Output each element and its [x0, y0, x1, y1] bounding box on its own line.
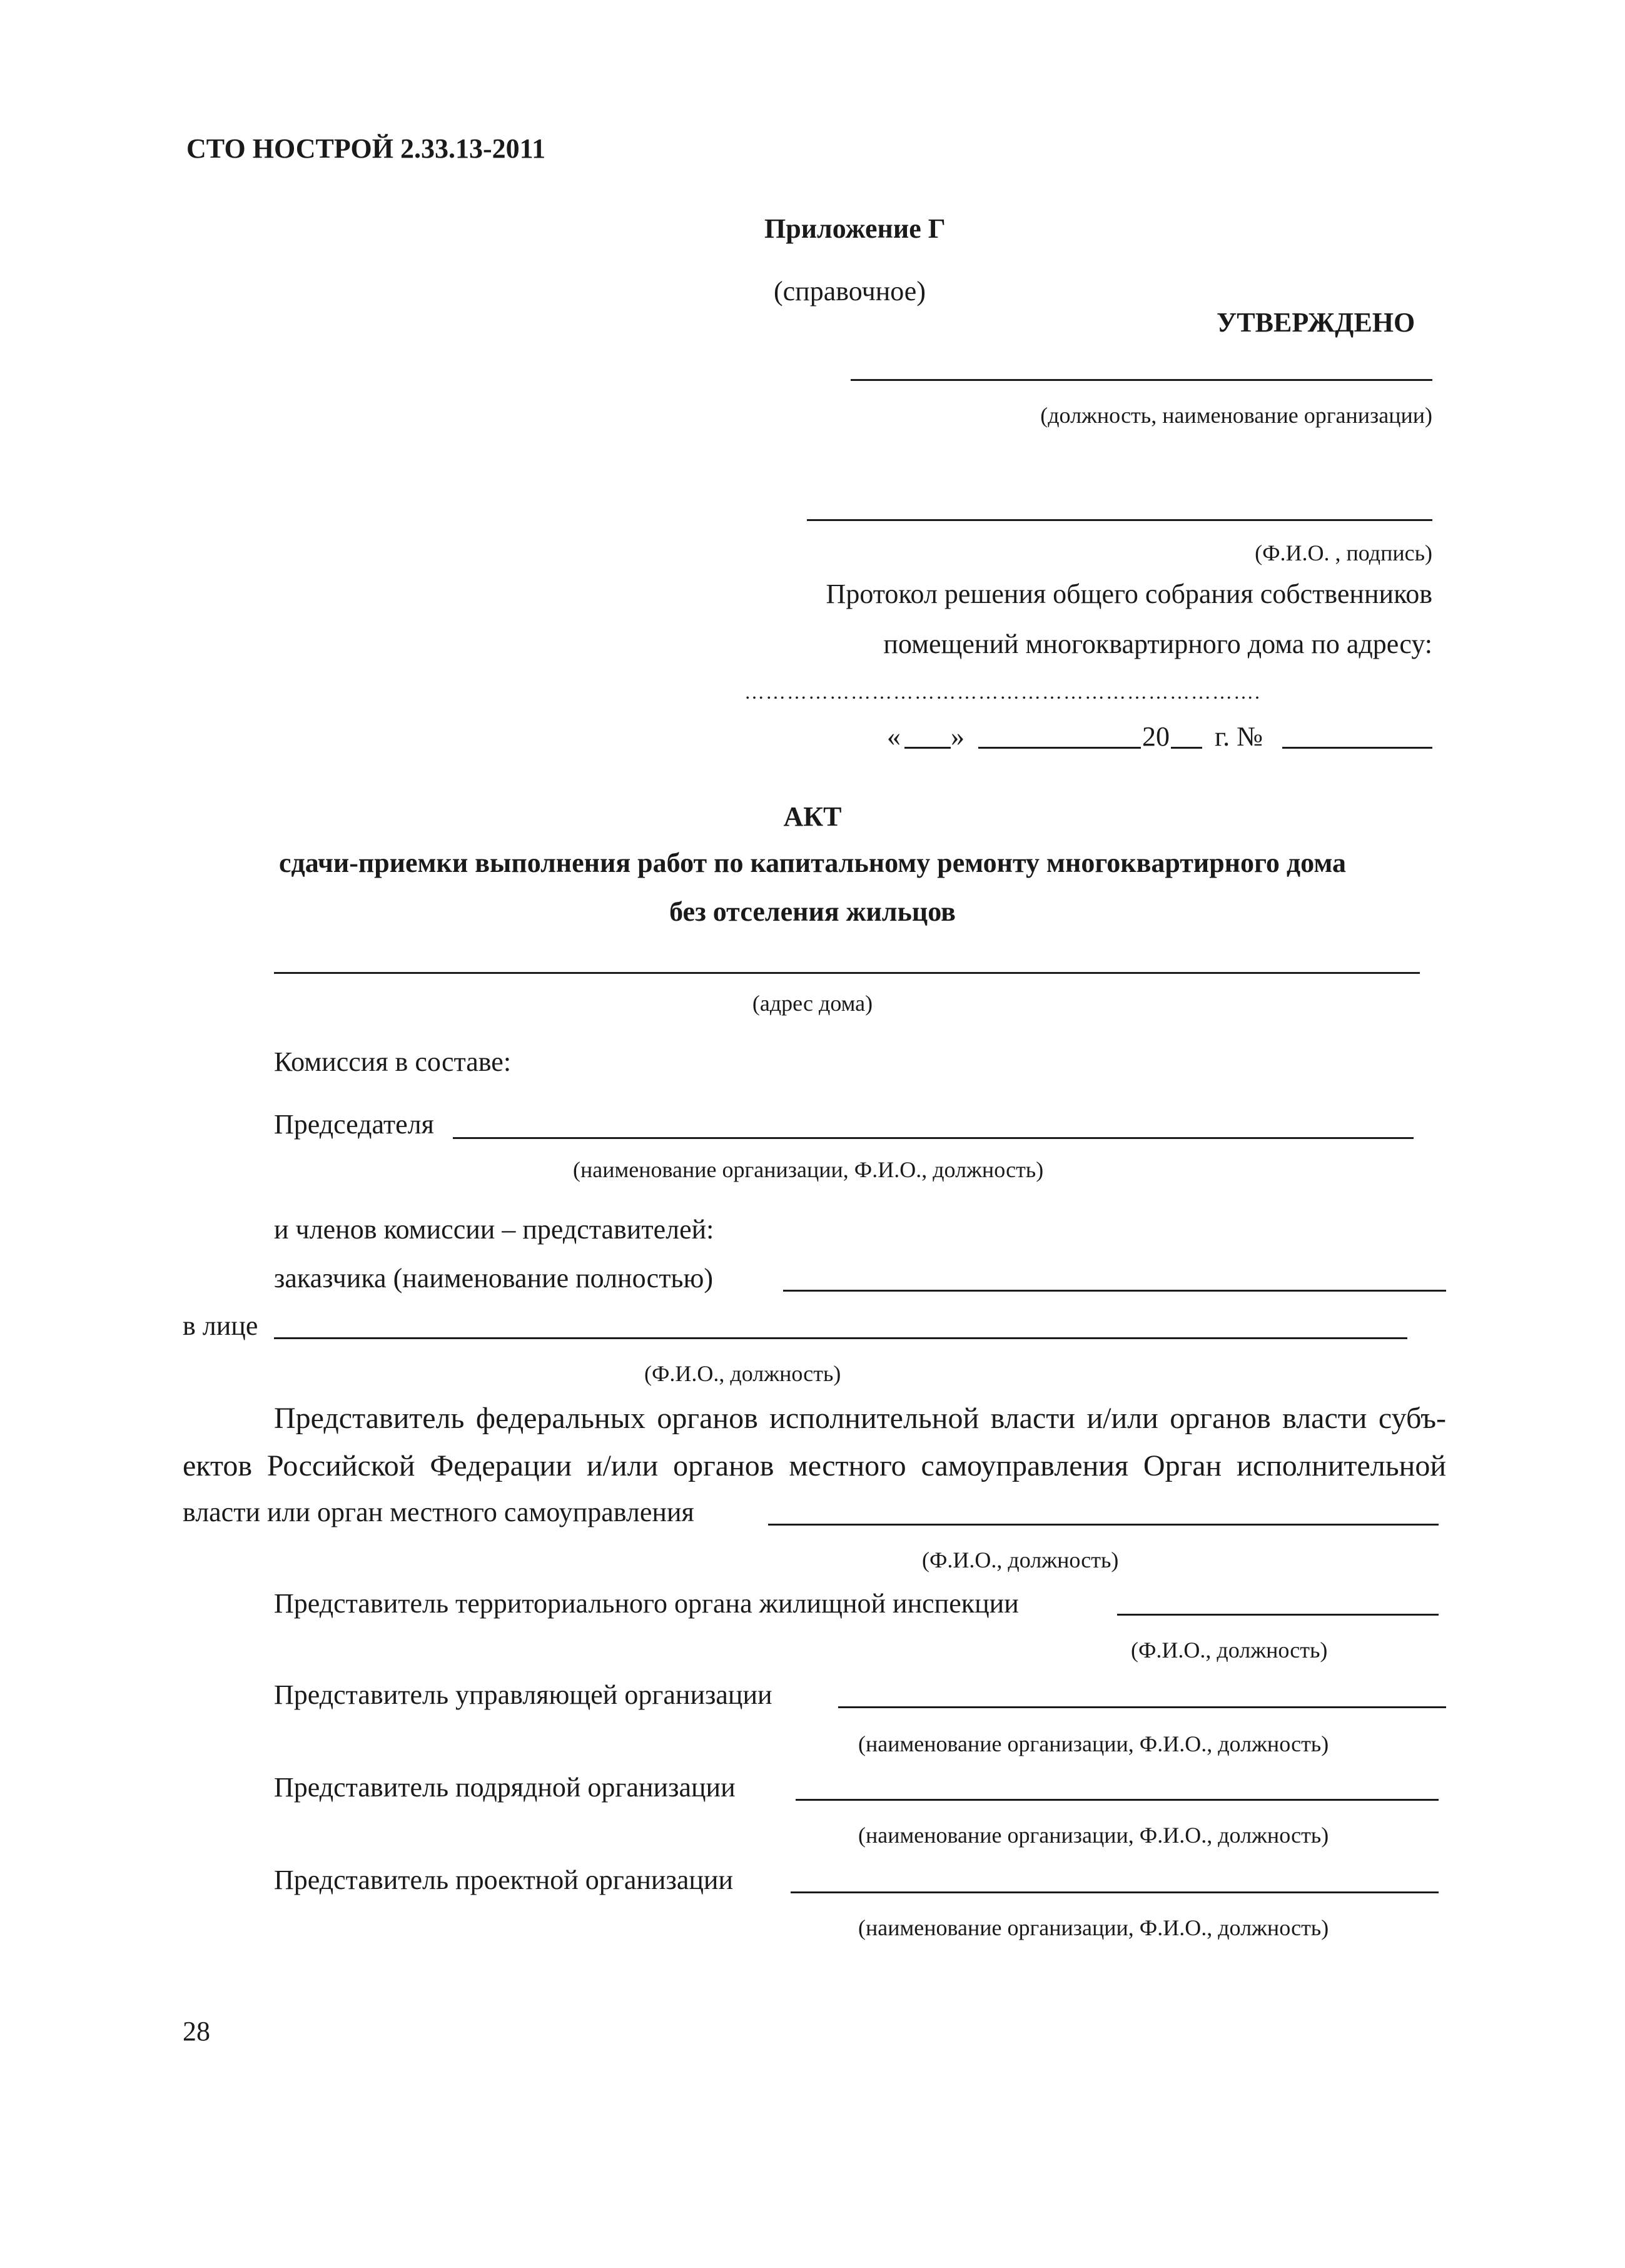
authority-line-1: Представитель федеральных органов исполнительной власти и/или органов власти субъ-: [274, 1402, 1446, 1435]
protocol-line-1: Протокол решения общего собрания собственников: [826, 579, 1432, 609]
position-caption: (должность, наименование организации): [1040, 403, 1432, 428]
chairman-caption: (наименование организации, Ф.И.О., должность): [573, 1157, 1044, 1182]
protocol-line-2: помещений многоквартирного дома по адресу:: [883, 629, 1432, 659]
authority-line-2: ектов Российской Федерации и/или органов местного самоуправления Орган исполнительной: [183, 1449, 1446, 1482]
design-label: Представитель проектной организации: [274, 1865, 733, 1895]
design-line[interactable]: [791, 1891, 1439, 1893]
appendix-title: Приложение Г: [764, 213, 946, 244]
act-title: АКТ: [783, 801, 842, 832]
date-year-line[interactable]: [1171, 747, 1202, 749]
date-open-quote: «: [887, 721, 901, 752]
appendix-type: (справочное): [774, 276, 926, 306]
housing-caption: (Ф.И.О., должность): [1131, 1638, 1328, 1663]
housing-line[interactable]: [1117, 1614, 1439, 1616]
housing-label: Представитель территориального органа жилищной инспекции: [274, 1588, 1019, 1619]
date-year: 20: [1142, 721, 1170, 752]
authority-caption: (Ф.И.О., должность): [922, 1547, 1119, 1572]
date-suffix: г. №: [1215, 721, 1263, 752]
in-person-line[interactable]: [274, 1337, 1407, 1339]
address-dotted-line[interactable]: ……………………………………………………………….: [744, 681, 1261, 703]
name-caption: (Ф.И.О. , подпись): [1255, 540, 1432, 565]
authority-line[interactable]: [768, 1524, 1439, 1526]
management-label: Представитель управляющей организации: [274, 1679, 772, 1710]
protocol-number-line[interactable]: [1282, 747, 1432, 749]
act-subtitle-line-2: без отселения жильцов: [669, 896, 956, 927]
management-line[interactable]: [838, 1706, 1446, 1708]
chairman-label: Председателя: [274, 1109, 434, 1140]
standard-code: СТО НОСТРОЙ 2.33.13-2011: [186, 133, 546, 164]
position-signature-line[interactable]: [851, 379, 1432, 381]
approval-heading: УТВЕРЖДЕНО: [1217, 307, 1415, 338]
in-person-caption: (Ф.И.О., должность): [644, 1361, 841, 1386]
page-number: 28: [183, 2016, 210, 2047]
contractor-label: Представитель подрядной организации: [274, 1772, 736, 1803]
address-line[interactable]: [274, 972, 1420, 974]
design-caption: (наименование организации, Ф.И.О., должность): [858, 1915, 1329, 1940]
contractor-line[interactable]: [796, 1799, 1439, 1801]
authority-line-3: власти или орган местного самоуправления: [183, 1497, 694, 1527]
in-person-label: в лице: [183, 1310, 258, 1341]
date-day-line[interactable]: [904, 747, 951, 749]
chairman-line[interactable]: [453, 1137, 1414, 1139]
date-close-quote: »: [951, 721, 964, 752]
date-month-line[interactable]: [978, 747, 1141, 749]
customer-label: заказчика (наименование полностью): [274, 1263, 714, 1293]
address-caption: (адрес дома): [752, 991, 873, 1016]
name-signature-line[interactable]: [807, 519, 1432, 521]
management-caption: (наименование организации, Ф.И.О., должность): [858, 1731, 1329, 1756]
customer-line[interactable]: [783, 1290, 1446, 1292]
contractor-caption: (наименование организации, Ф.И.О., должность): [858, 1823, 1329, 1848]
members-intro: и членов комиссии – представителей:: [274, 1214, 714, 1245]
commission-intro: Комиссия в составе:: [274, 1046, 512, 1077]
act-subtitle-line-1: сдачи-приемки выполнения работ по капитальному ремонту многоквартирного дома: [279, 848, 1346, 878]
